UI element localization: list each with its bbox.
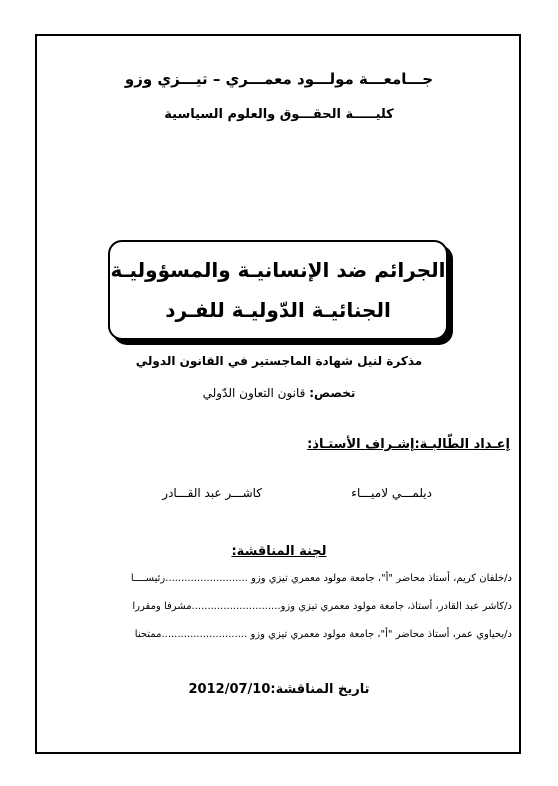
specialization-label: تخصص: <box>309 386 356 400</box>
prepared-supervised-heading: إعـداد الطّالبـة:إشـراف الأستـاذ: <box>307 437 510 452</box>
thesis-title-line-1: الجرائم ضد الإنسانيـة والمسؤوليـة <box>110 258 446 282</box>
discussion-date: تاريخ المناقشة:2012/07/10 <box>188 682 370 697</box>
supervisor-name: كاشـــر عبد القـــادر <box>162 486 262 500</box>
thesis-title-line-2: الجنائيـة الدّوليـة للفـرد <box>165 298 391 322</box>
committee-member-chair: د/خلفان كريم، أستاذ محاضر "أ"، جامعة مولود معمري تيزي وزو ..........................رئيســــا <box>130 573 512 584</box>
university-name: جـــامعـــة مولـــود معمـــري – تيـــزي وزو <box>124 70 434 88</box>
committee-member-examiner: د/يحياوي عمر، أستاذ محاضر "أ"، جامعة مولود معمري تيزي وزو ...........................ممتحنا <box>134 629 512 640</box>
thesis-title-box <box>108 240 448 340</box>
specialization-value: قانون التعاون الدّولي <box>202 386 310 400</box>
memo-description: مذكرة لنيل شهادة الماجستير في القانون الدولي <box>135 354 423 368</box>
specialization <box>0 386 558 400</box>
committee-member-supervisor: د/كاشر عبد القادر، أستاذ، جامعة مولود معمري تيزي وزو............................مشرفا ومقررا <box>132 601 512 612</box>
faculty-name: كليـــــة الحقـــوق والعلوم السياسية <box>164 107 394 122</box>
student-name: ديلمـــي لاميـــاء <box>351 486 432 500</box>
committee-heading: لجنة المناقشة: <box>231 544 327 559</box>
